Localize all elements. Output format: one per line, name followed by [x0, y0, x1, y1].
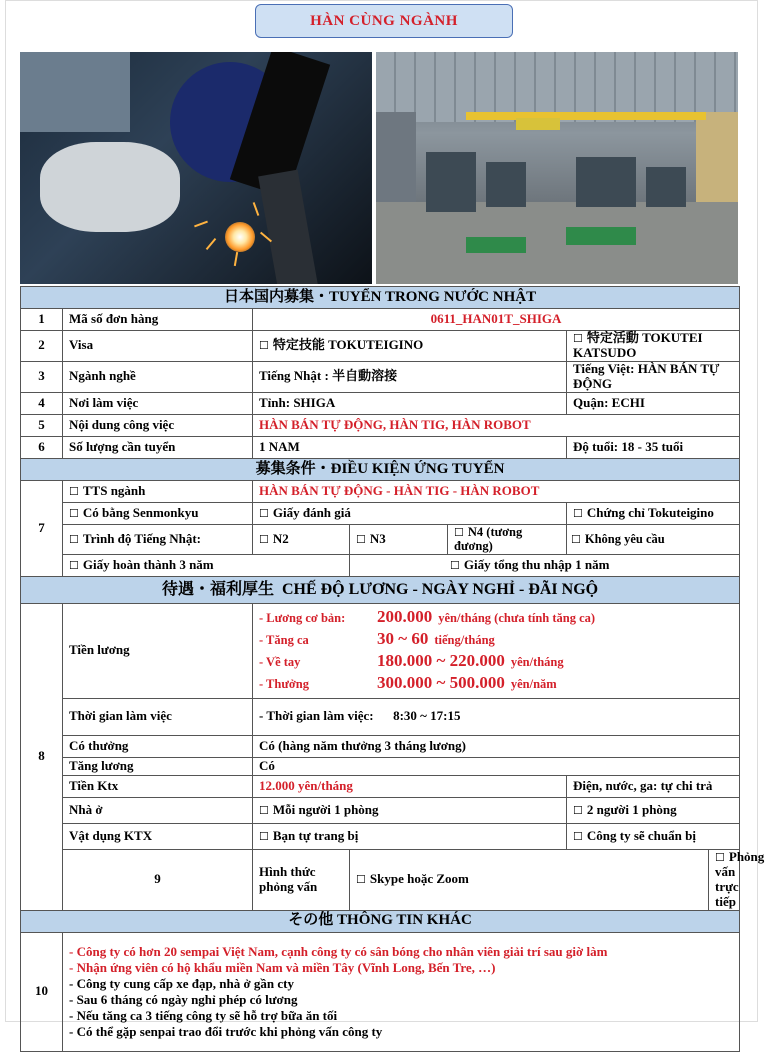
checkbox-icon	[573, 330, 587, 345]
salary-bonus: - Thưởng 300.000 ~ 500.000 yên/năm	[259, 672, 557, 692]
housing-option-shared: ☐ 2 người 1 phòng	[567, 797, 740, 823]
quantity: 1 NAM	[253, 436, 567, 458]
note-line: - Nếu tăng ca 3 tiếng công ty sẽ hỗ trợ bữa ăn tối	[69, 1007, 338, 1023]
checkbox-icon	[573, 505, 587, 520]
checkbox-icon	[69, 531, 83, 546]
checkbox-icon	[573, 828, 587, 843]
visa-option-tokuteiginou: ☐ 特定技能 TOKUTEIGINO	[253, 331, 567, 362]
note-line: - Công ty cung cấp xe đạp, nhà ở gần cty	[69, 975, 294, 991]
dorm-fee: 12.000 yên/tháng	[253, 775, 567, 797]
salary-takehome: - Về tay 180.000 ~ 220.000 yên/tháng	[259, 650, 564, 670]
row-number: 9	[63, 849, 253, 910]
row-occupation	[21, 361, 740, 392]
note-line: - Công ty có hơn 20 sempai Việt Nam, cạnh công ty có sân bóng cho nhân viên giải trí sau giờ làm	[69, 943, 608, 959]
row-number: 4	[21, 392, 63, 414]
welding-photo	[20, 52, 372, 284]
checkbox-icon	[573, 802, 587, 817]
condition-senmonkyu: ☐ Có bằng Senmonkyu	[63, 502, 253, 524]
age-range: Độ tuổi: 18 - 35 tuổi	[567, 436, 740, 458]
bonus-value: Có (hàng năm thưởng 3 tháng lương)	[253, 735, 740, 757]
level-n2: ☐ N2	[253, 524, 350, 554]
level-n4: ☐ N4 (tương đương)	[448, 524, 567, 554]
machine	[646, 167, 686, 207]
field-label: Mã số đơn hàng	[63, 309, 253, 331]
level-n3: ☐ N3	[350, 524, 448, 554]
row-number: 2	[21, 331, 63, 362]
checkbox-icon	[259, 828, 273, 843]
spark	[194, 221, 208, 228]
row-japanese-level	[21, 524, 740, 554]
checkbox-icon	[259, 337, 273, 352]
row-working-hours	[21, 698, 740, 735]
row-raise	[21, 757, 740, 775]
machine	[486, 162, 526, 207]
row-number: 5	[21, 414, 63, 436]
row-number: 7	[21, 480, 63, 576]
checkbox-icon	[259, 802, 273, 817]
prefecture: Tỉnh: SHIGA	[253, 392, 567, 414]
section-title: 待遇・福利厚生 CHẾ ĐỘ LƯƠNG - NGÀY NGHỈ - ĐÃI NGỘ	[21, 576, 740, 603]
row-workplace	[21, 392, 740, 414]
field-label: Tiền Ktx	[63, 775, 253, 797]
note-line: - Nhận ứng viên có hộ khẩu miền Nam và miền Tây (Vĩnh Long, Bến Tre, …)	[69, 959, 496, 975]
checkbox-icon	[454, 525, 468, 539]
condition-income: ☐ Giấy tổng thu nhập 1 năm	[350, 554, 740, 576]
section-header-other	[21, 910, 740, 932]
field-label: Tiền lương	[63, 603, 253, 698]
page-title: HÀN CÙNG NGÀNH	[255, 4, 513, 38]
machine	[426, 152, 476, 212]
checkbox-icon	[571, 532, 585, 546]
field-label: Nội dung công việc	[63, 414, 253, 436]
job-content: HÀN BÁN TỰ ĐỘNG, HÀN TIG, HÀN ROBOT	[253, 414, 740, 436]
section-header-domestic	[21, 287, 740, 309]
field-label: Có thưởng	[63, 735, 253, 757]
field-label: Ngành nghề	[63, 361, 253, 392]
crane-sign	[516, 118, 560, 130]
tts-field: HÀN BÁN TỰ ĐỘNG - HÀN TIG - HÀN ROBOT	[253, 480, 740, 502]
condition-japanese-level: ☐ Trình độ Tiếng Nhật:	[63, 524, 253, 554]
section-header-conditions	[21, 458, 740, 480]
worker-sleeve	[20, 52, 130, 132]
salary-overtime: - Tăng ca 30 ~ 60 tiếng/tháng	[259, 628, 495, 648]
factory-photo	[376, 52, 738, 284]
spark	[234, 252, 238, 266]
section-title: その他 THÔNG TIN KHÁC	[21, 910, 740, 932]
row-number: 8	[21, 603, 63, 910]
field-label: Vật dụng KTX	[63, 823, 253, 849]
factory-floor	[376, 202, 738, 284]
row-order-code	[21, 309, 740, 331]
level-none: ☐ Không yêu cầu	[567, 524, 740, 554]
row-job-content	[21, 414, 740, 436]
row-housing	[21, 797, 740, 823]
row-number: 1	[21, 309, 63, 331]
field-label: Tăng lương	[63, 757, 253, 775]
row-bonus	[21, 735, 740, 757]
spark	[253, 202, 260, 216]
checkbox-icon	[450, 557, 464, 572]
condition-finish3: ☐ Giấy hoàn thành 3 năm	[63, 554, 350, 576]
row-certificates	[21, 502, 740, 524]
welding-glove	[40, 142, 180, 232]
row-dorm-fee	[21, 775, 740, 797]
note-line: - Có thể gặp senpai trao đổi trước khi phỏng vấn công ty	[69, 1023, 383, 1039]
crane-beam	[466, 112, 706, 120]
workpiece-pipe	[258, 170, 322, 284]
row-tts	[21, 480, 740, 502]
occupation-vn: Tiếng Việt: HÀN BÁN TỰ ĐỘNG	[567, 361, 740, 392]
row-quantity	[21, 436, 740, 458]
checkbox-icon	[715, 849, 729, 864]
utility-fee: Điện, nước, ga: tự chi trả	[567, 775, 740, 797]
occupation-jp: Tiếng Nhật : 半自動溶接	[253, 361, 567, 392]
checkbox-icon	[356, 531, 370, 546]
note-line: - Sau 6 tháng có ngày nghỉ phép có lương	[69, 991, 298, 1007]
interview-option-online: ☐ Skype hoặc Zoom	[350, 849, 709, 910]
row-number: 6	[21, 436, 63, 458]
housing-option-single: ☐ Mỗi người 1 phòng	[253, 797, 567, 823]
row-number: 10	[21, 932, 63, 1051]
field-label: Nơi làm việc	[63, 392, 253, 414]
order-code: 0611_HAN01T_SHIGA	[253, 309, 740, 331]
checkbox-icon	[69, 505, 83, 520]
row-interview	[21, 849, 740, 910]
working-hours: - Thời gian làm việc: 8:30 ~ 17:15	[253, 698, 740, 735]
items-option-company: ☐ Công ty sẽ chuẩn bị	[567, 823, 740, 849]
field-label: Thời gian làm việc	[63, 698, 253, 735]
row-salary	[21, 603, 740, 698]
field-label: Hình thức phỏng vấn	[253, 849, 350, 910]
checkbox-icon	[69, 557, 83, 572]
salary-detail	[253, 603, 740, 698]
district: Quận: ECHI	[567, 392, 740, 414]
section-title: 日本国内募集・TUYỂN TRONG NƯỚC NHẬT	[21, 287, 740, 309]
condition-tokuteigino: ☐ Chứng chỉ Tokuteigino	[567, 502, 740, 524]
checkbox-icon	[69, 483, 83, 498]
other-info-notes	[63, 932, 740, 1051]
condition-tts: ☐ TTS ngành	[63, 480, 253, 502]
interview-option-direct: ☐ Phỏng vấn trực tiếp	[709, 849, 740, 910]
field-label: Visa	[63, 331, 253, 362]
machine	[576, 157, 636, 207]
header-photos	[20, 52, 738, 284]
raise-value: Có	[253, 757, 740, 775]
row-number: 3	[21, 361, 63, 392]
checkbox-icon	[356, 871, 370, 886]
salary-base: - Lương cơ bản: 200.000 yên/tháng (chưa tính tăng ca)	[259, 606, 596, 626]
workbench	[466, 237, 526, 253]
row-dorm-items	[21, 823, 740, 849]
section-title: 募集条件・ĐIỀU KIỆN ỨNG TUYỂN	[21, 458, 740, 480]
row-other-info	[21, 932, 740, 1051]
row-visa	[21, 331, 740, 362]
job-order-table	[20, 286, 765, 1052]
workbench	[566, 227, 636, 245]
visa-option-tokuteikatsudou: ☐ 特定活動 TOKUTEI KATSUDO	[567, 331, 740, 362]
section-header-benefits	[21, 576, 740, 603]
field-label: Nhà ở	[63, 797, 253, 823]
condition-evaluation: ☐ Giấy đánh giá	[253, 502, 567, 524]
spark	[206, 238, 217, 250]
checkbox-icon	[259, 505, 273, 520]
checkbox-icon	[259, 531, 273, 546]
weld-arc	[225, 222, 255, 252]
items-option-self: ☐ Bạn tự trang bị	[253, 823, 567, 849]
row-documents	[21, 554, 740, 576]
field-label: Số lượng cần tuyển	[63, 436, 253, 458]
